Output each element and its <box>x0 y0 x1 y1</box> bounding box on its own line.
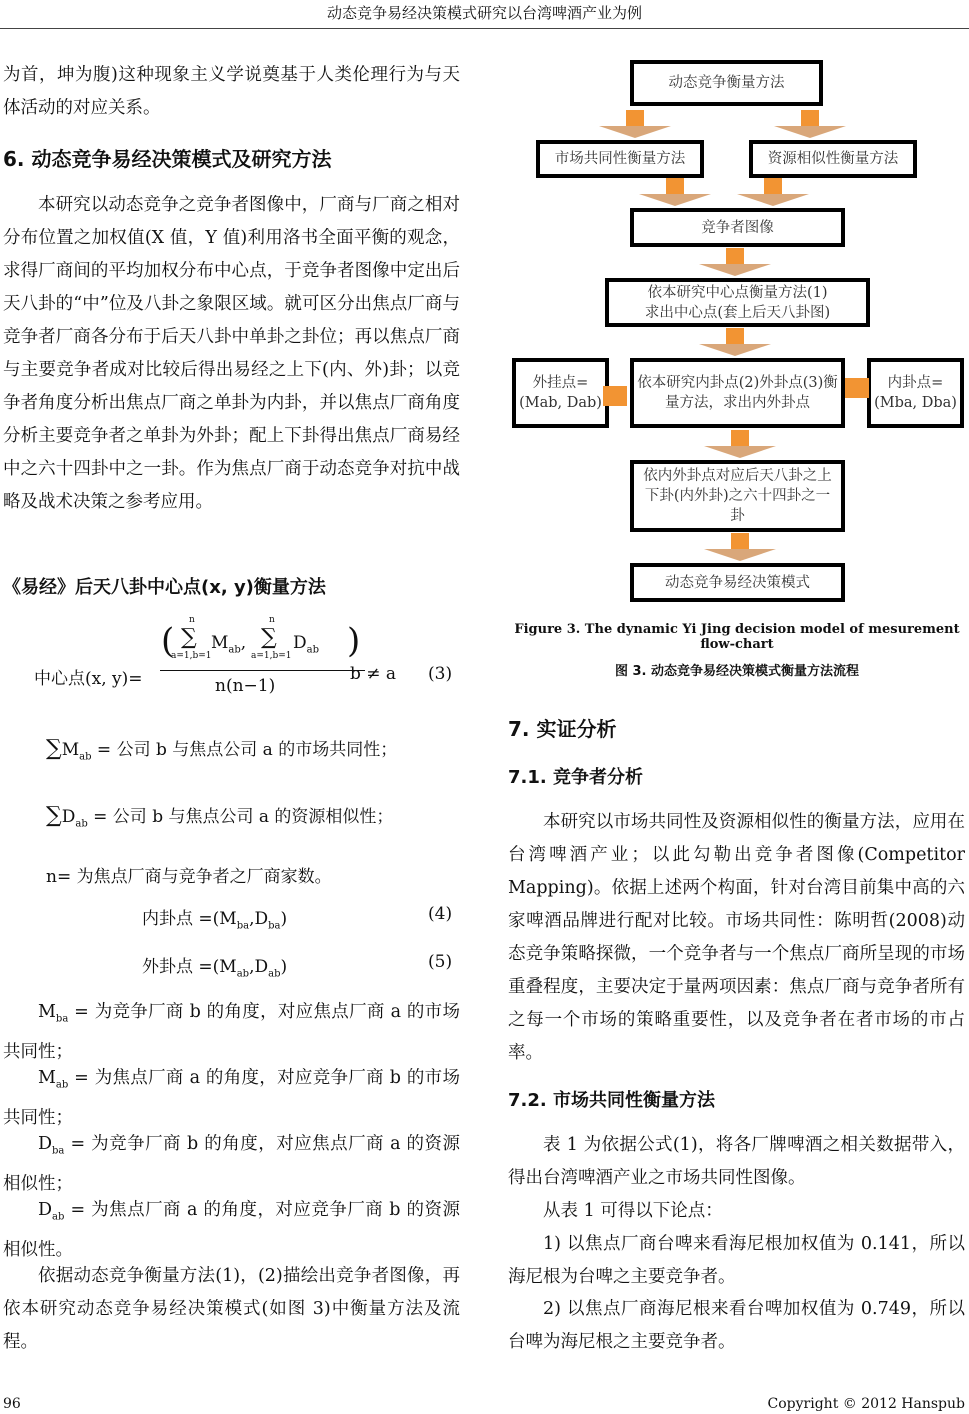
box-market-commonality: 市场共同性衡量方法 <box>536 140 704 178</box>
eq-condition: b ≠ a <box>350 664 397 684</box>
box-line: 外挂点= <box>532 375 589 391</box>
header-rule <box>0 28 969 29</box>
equation-4: 内卦点 $=(M_{ba},D_{ba})$ <box>142 909 288 932</box>
box-line: 求出中心点(套上后天八卦图) <box>644 304 831 321</box>
box-line: (Mab, Dab) <box>519 395 602 411</box>
figure-caption-en: Figure 3. The dynamic Yi Jing decision model of mesurement flow-chart <box>514 622 960 652</box>
subsection-heading: 《易经》后天八卦中心点(x, y)衡量方法 <box>3 577 326 598</box>
box-competitor-map: 竞争者图像 <box>630 208 845 247</box>
section-heading-6: 6. 动态竞争易经决策模式及研究方法 <box>3 147 332 171</box>
def-text: = 为竞争厂商 b 的角度，对应焦点厂商 a 的市场共同性； <box>3 1002 460 1062</box>
def-mba: $M_{ba}$ = 为竞争厂商 b 的角度，对应焦点厂商 a 的市场共同性； <box>3 1002 460 1062</box>
paragraph: 本研究以动态竞争之竞争者图像中，厂商与厂商之相对分布位置之加权值(X 值，Y 值)利用洛书全面平衡的观念，求得厂商间的平均加权分布中心点，于竞争者图像中定出后天八卦的“中”位及八卦之象限区域。就可区分出焦点厂商与竞争者厂商各分布于后天八卦中单卦之卦位；再以焦点厂商与主要竞争者成对比较后得出易经之上下(内、外)卦；以竞争者角度分析出焦点厂商之单卦为内卦，并以焦点厂商角度分析主要竞争者之单卦为外卦；配上下卦得出焦点厂商易经中之六十四卦中之一卦。作为焦点厂商于动态竞争对抗中战略及战术决策之参考应用。 <box>3 195 460 512</box>
m-term: $M_{ab}$, <box>211 633 247 656</box>
def-dba: $D_{ba}$ = 为竞争厂商 b 的角度，对应焦点厂商 a 的资源相似性； <box>3 1134 460 1194</box>
paragraph: 为首，坤为腹)这种现象主义学说奠基于人类伦理行为与天体活动的对应关系。 <box>3 65 460 118</box>
box-center-point <box>605 278 870 327</box>
arrow-left-icon <box>845 378 869 398</box>
paragraph: 依据动态竞争衡量方法(1)，(2)描绘出竞争者图像，再依本研究动态竞争易经决策模式(如图 3)中衡量方法及流程。 <box>3 1266 460 1352</box>
box-inner-point <box>867 358 964 428</box>
sub: ba <box>268 920 281 932</box>
fraction-bar <box>160 670 365 671</box>
def-text: = 为竞争厂商 b 的角度，对应焦点厂商 a 的资源相似性； <box>3 1134 460 1194</box>
page-number: 96 <box>3 1396 21 1412</box>
sum-bottom: a=1,b=1 <box>171 651 212 661</box>
box-dynamic-competition: 动态竞争衡量方法 <box>630 60 823 106</box>
sum-sign: ∑ <box>181 625 197 650</box>
eq-number: (4) <box>428 904 453 924</box>
def-text: = 为焦点厂商 a 的角度，对应竞争厂商 b 的资源相似性。 <box>3 1200 460 1260</box>
sum-bottom: a=1,b=1 <box>251 651 292 661</box>
sum-sign: ∑ <box>261 625 277 650</box>
flowchart-figure <box>505 50 969 610</box>
paren: ) <box>347 621 361 661</box>
def-dab: $D_{ab}$ = 为焦点厂商 a 的角度，对应竞争厂商 b 的资源相似性。 <box>3 1200 460 1260</box>
eq-lhs: 中心点(x, y)= <box>34 669 143 689</box>
copyright: Copyright © 2012 Hanspub <box>767 1396 965 1412</box>
eq-lhs: 内卦点 = <box>142 909 213 929</box>
box-hexagram: 依内外卦点对应后天八卦之上下卦(内外卦)之六十四卦之一卦 <box>630 460 845 532</box>
box-resource-similarity: 资源相似性衡量方法 <box>749 140 917 178</box>
arrow-right-icon <box>603 386 627 406</box>
equation-3 <box>30 615 460 708</box>
def-d-sum: $\sum D_{ab}$ = 公司 b 与焦点公司 a 的资源相似性； <box>46 803 394 830</box>
def-m-sum: $\sum M_{ab}$ = 公司 b 与焦点公司 a 的市场共同性； <box>46 736 398 763</box>
running-header: 动态竞争易经决策模式研究以台湾啤酒产业为例 <box>326 4 642 22</box>
sub: ba <box>236 920 250 932</box>
sub: ab <box>236 968 250 980</box>
sum-top: n <box>189 615 195 625</box>
paragraph: 本研究以市场共同性及资源相似性的衡量方法，应用在台湾啤酒产业；以此勾勒出竞争者图像(Competitor Mapping)。依据上述两个构面，针对台湾目前集中高的六家啤酒品牌进行配对比较。市场共同性：陈明哲(2008)动态竞争策略探微，一个竞争者与一个焦点厂商所呈现的市场重叠程度，主要决定于量两项因素：焦点厂商与竞争者所有之每一个市场的策略重要性，以及竞争者在者市场的市占率。 <box>508 812 965 1063</box>
equation-5: 外卦点 $=(M_{ab},D_{ab})$ <box>142 957 288 980</box>
eq-denominator: n(n−1) <box>215 676 276 696</box>
sub: ab <box>79 751 92 763</box>
d: D <box>293 633 307 653</box>
d-term <box>293 633 319 655</box>
paren: ( <box>161 621 175 661</box>
sub: ab <box>306 644 320 656</box>
section-heading-7: 7. 实证分析 <box>508 717 617 741</box>
list-item: 1) 以焦点厂商台啤来看海尼根加权值为 0.141，所以海尼根为台啤之主要竞争者。 <box>508 1234 965 1287</box>
paragraph: 表 1 为依据公式(1)，将各厂牌啤酒之相关数据带入，得出台湾啤酒产业之市场共同性图像。 <box>508 1135 965 1188</box>
def-text: = 为焦点厂商 a 的角度，对应竞争厂商 b 的市场共同性； <box>3 1068 460 1128</box>
box-outer-point <box>512 358 609 428</box>
eq-number: (5) <box>428 952 453 972</box>
paragraph: 从表 1 可得以下论点： <box>543 1201 723 1221</box>
subsection-heading-7-2: 7.2. 市场共同性衡量方法 <box>508 1090 715 1111</box>
def-mab: $M_{ab}$ = 为焦点厂商 a 的角度，对应竞争厂商 b 的市场共同性； <box>3 1068 460 1128</box>
box-decision-model: 动态竞争易经决策模式 <box>630 563 845 602</box>
def-n: n= 为焦点厂商与竞争者之厂商家数。 <box>46 867 332 887</box>
eq-numerator <box>160 615 362 668</box>
def-text: = 公司 b 与焦点公司 a 的资源相似性； <box>93 807 394 827</box>
box-line: (Mba, Dba) <box>874 395 957 411</box>
list-item: 2) 以焦点厂商海尼根来看台啤加权值为 0.749，所以台啤为海尼根之主要竞争者。 <box>508 1299 965 1352</box>
def-text: = 公司 b 与焦点公司 a 的市场共同性； <box>96 740 398 760</box>
figure-caption-zh: 图 3. 动态竞争易经决策模式衡量方法流程 <box>614 664 860 679</box>
box-line: 依本研究中心点衡量方法(1) <box>647 284 828 301</box>
eq-lhs: 外卦点 = <box>142 957 213 977</box>
m: M <box>211 633 229 653</box>
sum-top: n <box>269 615 275 625</box>
box-line: 内卦点= <box>887 375 944 391</box>
sub: ab <box>75 818 88 830</box>
sub: ab <box>228 644 241 656</box>
box-inner-outer-method: 依本研究内卦点(2)外卦点(3)衡量方法，求出内外卦点 <box>630 358 845 428</box>
sub: ab <box>268 968 281 980</box>
eq-number: (3) <box>428 664 453 684</box>
subsection-heading-7-1: 7.1. 竞争者分析 <box>508 767 643 788</box>
